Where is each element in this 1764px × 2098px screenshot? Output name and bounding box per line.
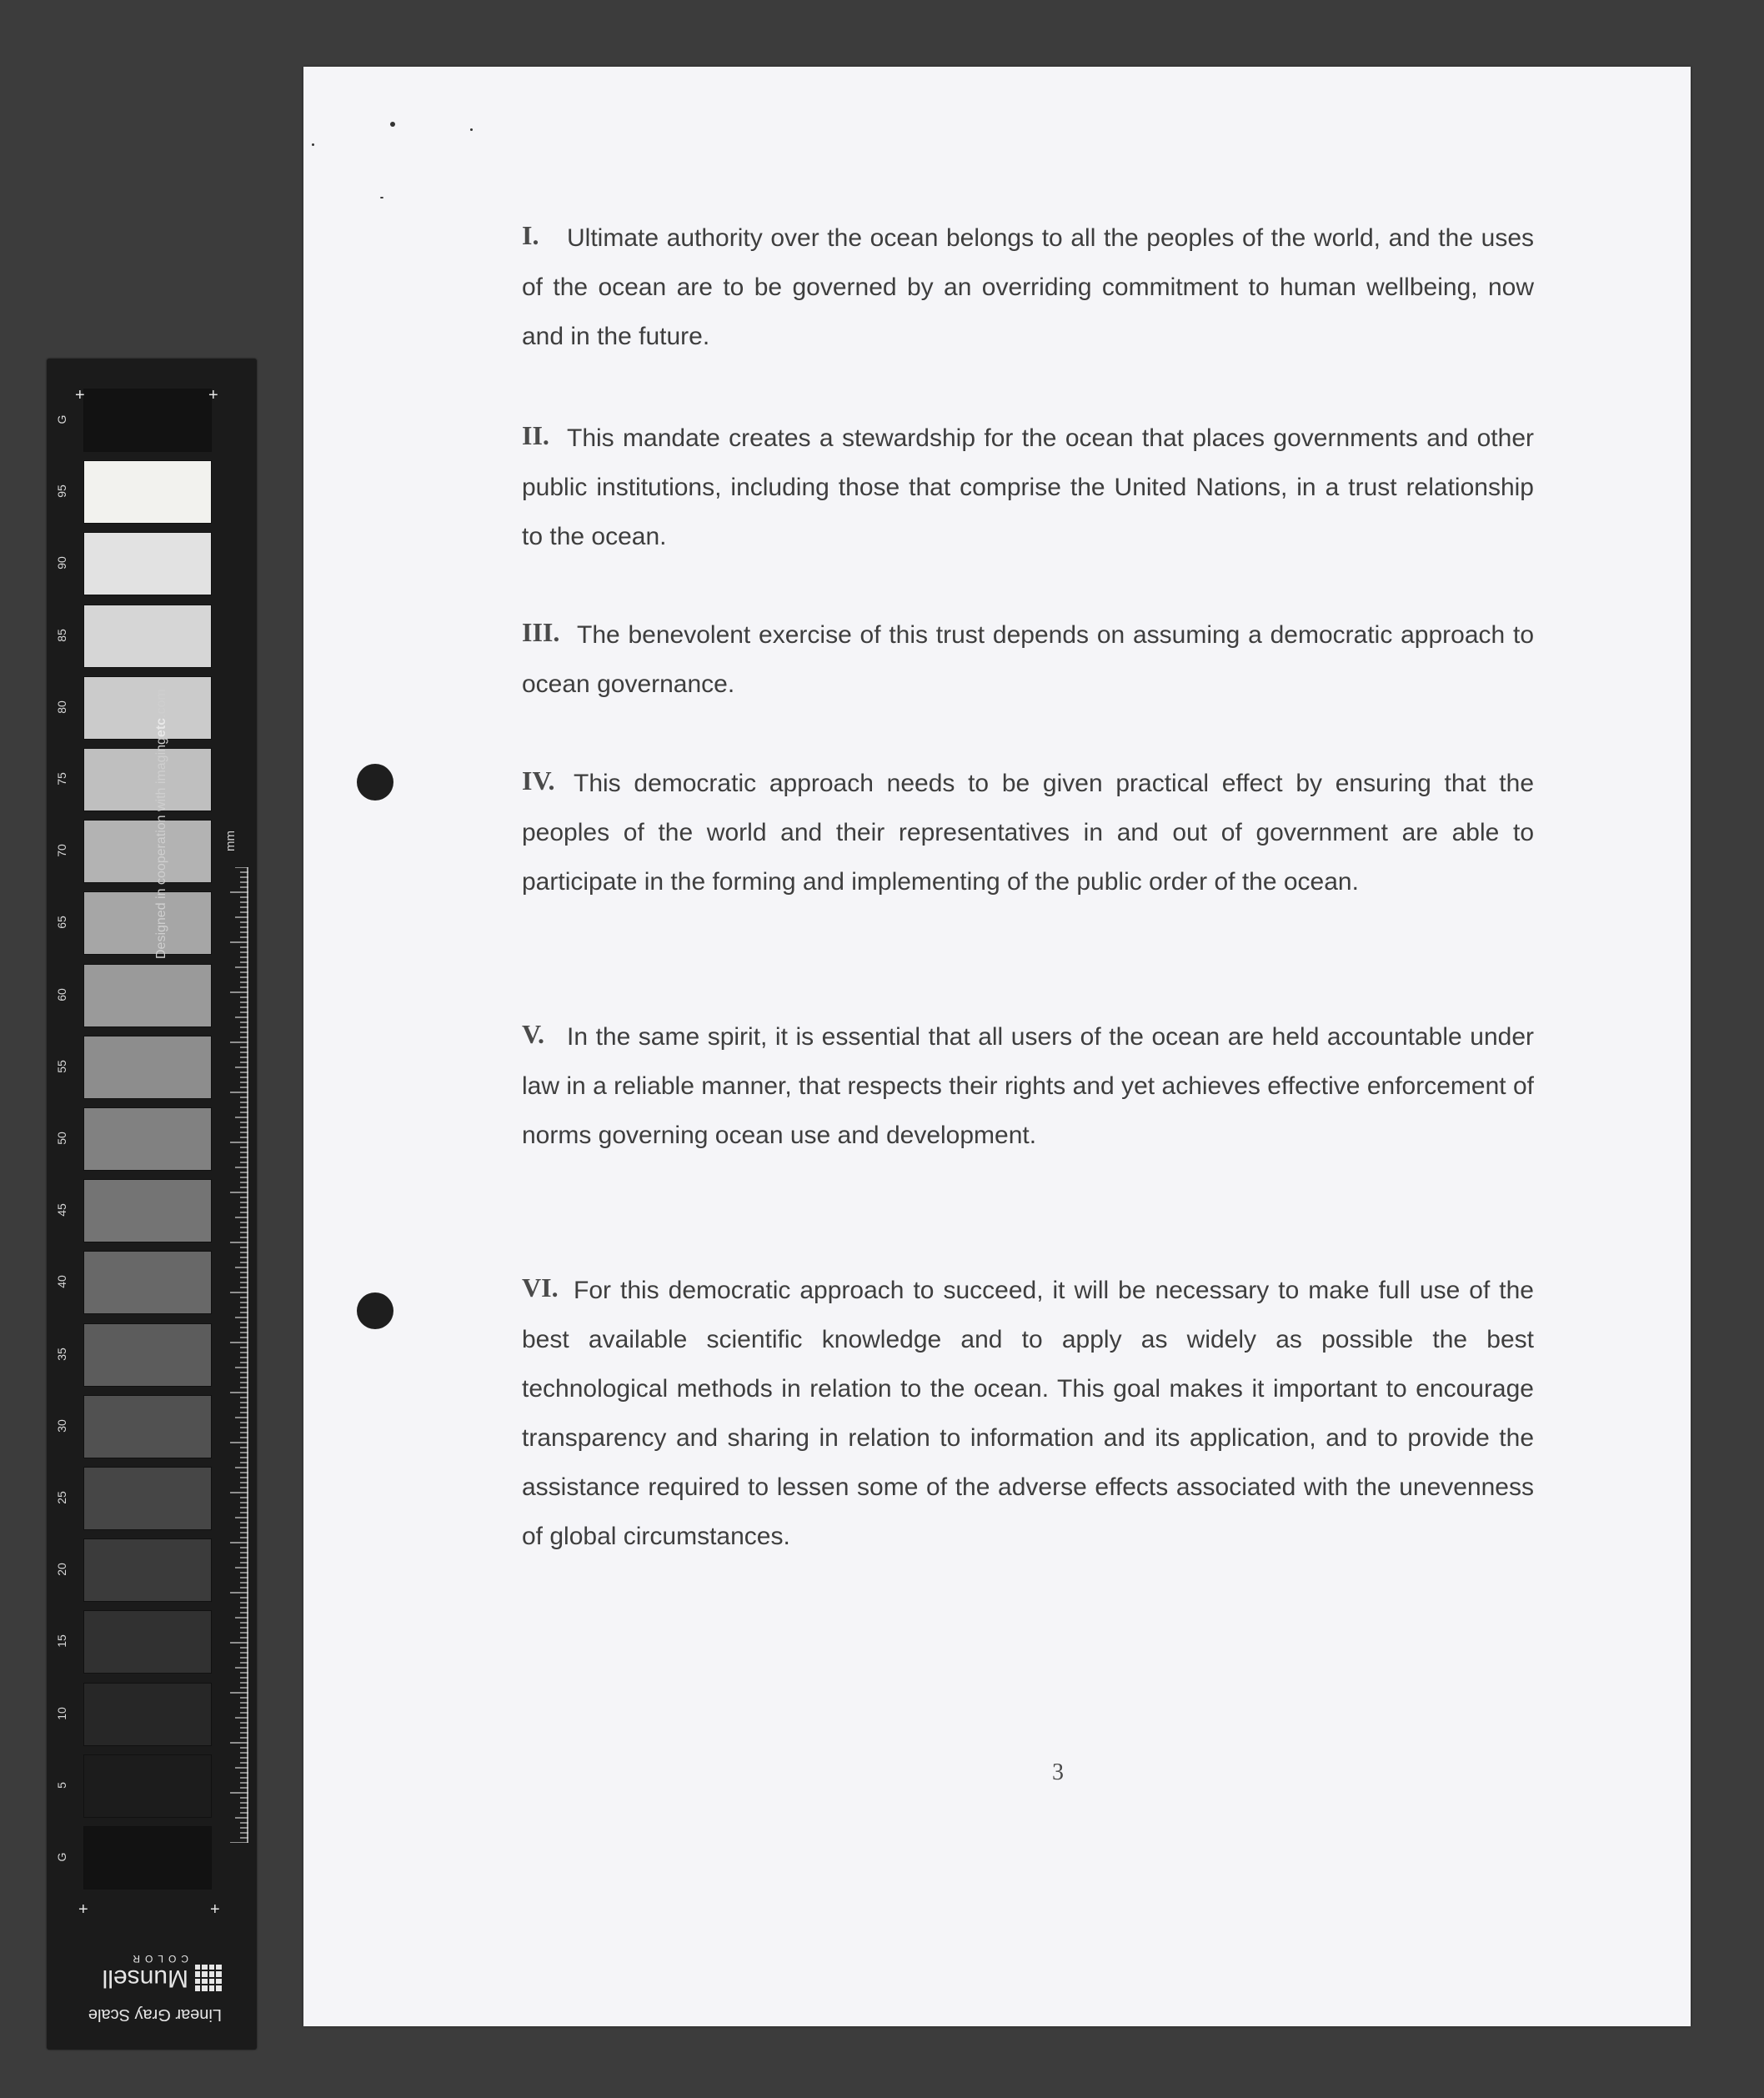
gray-patch [83,676,212,740]
gray-patch [83,820,212,883]
document-page [303,67,1691,2026]
gray-patch [83,1251,212,1314]
gray-patch [83,1467,212,1530]
paragraph-2 [522,414,1534,561]
paragraph-numeral: V. [522,1019,544,1049]
gray-patch [83,605,212,668]
gray-patch [83,1610,212,1674]
paragraph-text: The benevolent exercise of this trust depends on assuming a democratic approach to ocean governance. [522,621,1534,698]
munsell-brand-name: Munsell [102,1965,188,1992]
gray-patch-label: 60 [55,987,68,1001]
paragraph-3 [522,610,1534,709]
gray-patch [83,964,212,1027]
mm-label: mm [223,831,238,851]
plus-mark-top-right: + [208,386,218,404]
plus-mark-bottom-left: + [78,1900,88,1919]
paragraph-1 [522,213,1534,361]
linear-gray-scale-label: Linear Gray Scale [88,2005,222,2024]
gray-patch-label: 35 [55,1347,68,1361]
gray-patch-label: 20 [55,1563,68,1576]
paper-speck [312,143,314,146]
paragraph-numeral: I. [522,220,539,250]
gray-patch-label: 75 [55,772,68,785]
plus-mark-bottom-right: + [210,1900,220,1919]
gray-patch-label: 45 [55,1203,68,1217]
paragraph-numeral: II. [522,420,549,450]
paragraph-numeral: IV. [522,765,555,796]
gray-patch [83,1683,212,1746]
paper-speck [380,197,383,198]
gray-patch [83,1323,212,1387]
paragraph-numeral: III. [522,617,560,647]
designed-in-cooperation-text: Designed in cooperation with imagingetc.com [154,689,168,959]
paragraph-4 [522,759,1534,906]
munsell-branding [88,1926,222,2026]
paragraph-numeral: VI. [522,1272,559,1302]
paper-speck [390,122,395,127]
gray-patch [83,389,212,452]
gray-patch-label: 30 [55,1419,68,1433]
punch-hole-upper [357,764,393,801]
page-number: 3 [1052,1759,1064,1785]
paragraph-text: For this democratic approach to succeed, it will be necessary to make full use of the best available scientific knowledge and to apply as widely as possible the best technological methods in relation to the ocean. This goal makes it important to encourage transparency and sharing in relation to information and its application, and to provide the assistance required to lessen some of the adverse effects associated with the unevenness of global circumstances. [522,1277,1534,1550]
gray-patch-label: 15 [55,1634,68,1649]
punch-hole-lower [357,1292,393,1329]
gray-patch-label: 10 [55,1706,68,1720]
gray-patch-label: 90 [55,556,68,570]
paragraph-text: This democratic approach needs to be given practical effect by ensuring that the peoples of the world and their representatives in and out of government are able to participate in the forming and implementing of the public order of the ocean. [522,770,1534,896]
paragraph-text: This mandate creates a stewardship for the ocean that places governments and other public institutions, including those that comprise the United Nations, in a trust relationship to the ocean. [522,424,1534,550]
gray-patch-label: G [55,1852,68,1862]
gray-patch-label: 55 [55,1060,68,1073]
millimeter-ruler [228,867,248,1843]
gray-patch [83,1036,212,1099]
gray-patch [83,460,212,524]
gray-patch [83,1107,212,1171]
munsell-logo-icon [195,1965,222,1991]
gray-patch-label: 80 [55,700,68,714]
paragraph-6 [522,1266,1534,1561]
gray-patch [83,1538,212,1602]
gray-patch [83,1754,212,1818]
gray-patch-label: 65 [55,916,68,930]
gray-patch-label: 50 [55,1132,68,1145]
gray-patch-label: G [55,414,68,424]
paper-speck [470,128,473,131]
paragraph-text: In the same spirit, it is essential that all users of the ocean are held accountable under law in a reliable manner, that respects their rights and yet achieves effective enforcement of norms governing ocean use and development. [522,1023,1534,1149]
gray-patch-label: 70 [55,844,68,857]
gray-patch-label: 95 [55,484,68,498]
gray-patch [83,1395,212,1458]
gray-patch-label: 40 [55,1275,68,1289]
gray-patch [83,532,212,595]
gray-patch-label: 25 [55,1491,68,1504]
gray-patch-label: 5 [55,1781,68,1789]
gray-scale-card [47,359,257,2050]
paragraph-text: Ultimate authority over the ocean belongs to all the peoples of the world, and the uses of the ocean are to be governed by an overriding commitment to human wellbeing, now and in the future. [522,224,1534,350]
plus-mark-top-left: + [75,386,85,404]
gray-patch-label: 85 [55,628,68,642]
gray-patch [83,748,212,811]
gray-patch [83,891,212,955]
gray-patch [83,1179,212,1242]
munsell-color-subtext: COLOR [128,1953,188,1965]
gray-patch [83,1826,212,1890]
paragraph-5 [522,1012,1534,1160]
